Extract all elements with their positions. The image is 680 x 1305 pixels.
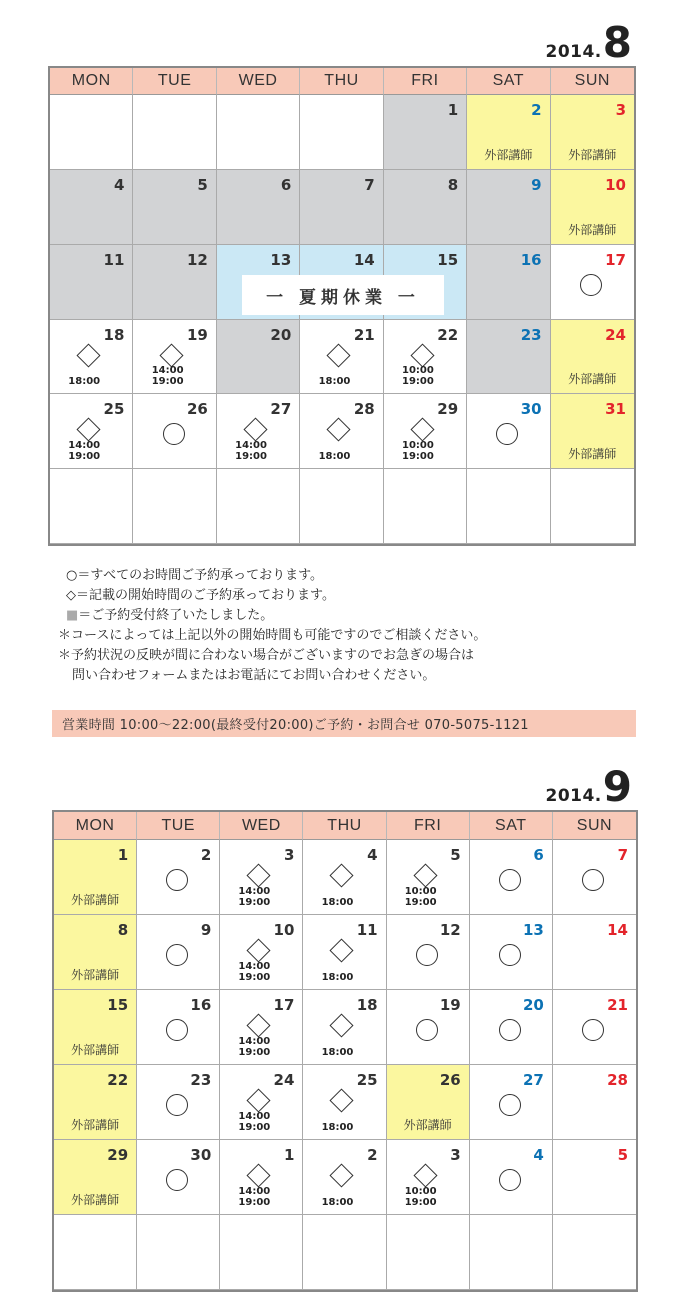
august-month: 8	[602, 18, 632, 67]
day-number: 5	[450, 846, 461, 864]
start-times: 18:00	[318, 376, 351, 388]
limited-diamond-icon	[410, 343, 434, 367]
available-circle-icon	[163, 423, 185, 445]
day-number: 5	[617, 1146, 628, 1164]
day-cell[interactable]	[387, 840, 470, 915]
day-header-sat: SAT	[467, 68, 550, 95]
day-number: 13	[270, 250, 292, 269]
external-lecturer-label: 外部講師	[71, 968, 120, 982]
external-lecturer-label: 外部講師	[403, 1118, 452, 1132]
day-number: 15	[107, 996, 129, 1014]
day-cell[interactable]	[470, 990, 553, 1065]
legend-square-icon: ■	[66, 608, 79, 623]
day-number: 14	[607, 921, 628, 939]
day-cell[interactable]	[470, 840, 553, 915]
limited-diamond-icon	[330, 938, 354, 962]
limited-diamond-icon	[247, 1013, 271, 1037]
start-times: 14:00 19:00	[238, 1186, 271, 1208]
day-cell	[303, 1215, 386, 1290]
day-cell	[220, 1215, 303, 1290]
limited-diamond-icon	[76, 343, 100, 367]
limited-diamond-icon	[413, 863, 437, 887]
day-cell[interactable]	[551, 394, 634, 469]
start-times: 10:00 19:00	[402, 440, 434, 463]
day-cell[interactable]	[137, 840, 220, 915]
limited-diamond-icon	[327, 418, 351, 442]
day-cell[interactable]	[467, 394, 550, 469]
day-cell[interactable]	[303, 990, 386, 1065]
day-cell	[217, 469, 300, 544]
day-number: 27	[522, 1071, 544, 1089]
legend-square-row	[58, 606, 486, 626]
external-lecturer-label: 外部講師	[568, 372, 617, 387]
day-cell[interactable]	[50, 170, 133, 245]
september-year: 2014.	[545, 786, 602, 806]
legend-circle: ○＝すべてのお時間ご予約承っております。	[66, 568, 324, 583]
day-cell[interactable]	[553, 990, 636, 1065]
day-cell[interactable]	[50, 394, 133, 469]
day-cell[interactable]	[467, 245, 550, 320]
day-cell[interactable]	[137, 1140, 220, 1215]
day-number: 16	[520, 250, 542, 269]
day-cell	[300, 95, 383, 170]
day-cell[interactable]	[217, 170, 300, 245]
september-heading	[545, 762, 632, 811]
legend-square-text: ＝ご予約受付終了いたしました。	[78, 608, 274, 623]
day-number: 1	[283, 1146, 295, 1164]
day-header-sun: SUN	[551, 68, 634, 95]
day-number: 23	[520, 325, 542, 344]
day-number: 20	[270, 325, 292, 344]
day-number: 2	[367, 1146, 378, 1164]
august-year: 2014.	[545, 42, 602, 62]
day-cell[interactable]	[384, 170, 467, 245]
start-times: 18:00	[68, 376, 101, 388]
day-cell[interactable]	[303, 915, 386, 990]
day-number: 27	[270, 400, 292, 419]
day-cell[interactable]	[387, 1140, 470, 1215]
start-times: 10:00 19:00	[402, 365, 434, 388]
day-number: 4	[113, 175, 125, 194]
day-cell[interactable]	[553, 1140, 636, 1215]
day-cell[interactable]	[387, 1065, 470, 1140]
day-cell[interactable]	[133, 394, 216, 469]
day-cell	[384, 469, 467, 544]
day-cell[interactable]	[551, 95, 634, 170]
day-number: 11	[356, 921, 378, 939]
start-times: 18:00	[321, 1197, 354, 1208]
day-cell[interactable]	[387, 915, 470, 990]
limited-diamond-icon	[247, 863, 271, 887]
day-number: 4	[533, 1146, 544, 1164]
day-cell[interactable]	[137, 915, 220, 990]
day-number: 3	[615, 101, 626, 119]
start-times: 18:00	[321, 1122, 354, 1133]
september-calendar	[52, 810, 638, 1292]
limited-diamond-icon	[327, 343, 351, 367]
day-header-sun: SUN	[553, 812, 636, 840]
august-heading	[545, 18, 632, 67]
day-number: 1	[447, 101, 459, 119]
day-number: 7	[617, 846, 628, 864]
day-number: 12	[186, 250, 208, 269]
day-cell	[133, 95, 216, 170]
limited-diamond-icon	[243, 418, 267, 442]
day-cell[interactable]	[551, 320, 634, 395]
limited-diamond-icon	[160, 343, 184, 367]
legend	[58, 566, 486, 686]
available-circle-icon	[499, 869, 521, 891]
day-number: 18	[356, 996, 378, 1014]
external-lecturer-label: 外部講師	[568, 447, 617, 462]
limited-diamond-icon	[247, 1163, 271, 1187]
day-number: 22	[437, 325, 459, 344]
day-number: 10	[605, 175, 626, 194]
limited-diamond-icon	[413, 1163, 437, 1187]
day-header-tue: TUE	[133, 68, 216, 95]
day-number: 6	[533, 846, 544, 864]
day-header-mon: MON	[50, 68, 133, 95]
day-number: 4	[367, 846, 378, 864]
day-number: 30	[190, 1146, 212, 1164]
day-cell	[470, 1215, 553, 1290]
day-number: 26	[439, 1071, 461, 1089]
day-number: 15	[437, 250, 459, 269]
start-times: 14:00 19:00	[238, 1036, 271, 1058]
day-number: 5	[197, 175, 208, 194]
available-circle-icon	[499, 1169, 521, 1191]
external-lecturer-label: 外部講師	[484, 147, 533, 162]
start-times: 14:00 19:00	[238, 886, 271, 908]
day-cell[interactable]	[384, 95, 467, 170]
day-cell	[553, 1215, 636, 1290]
start-times: 18:00	[321, 972, 354, 983]
day-number: 1	[117, 846, 129, 864]
day-cell	[387, 1215, 470, 1290]
external-lecturer-label: 外部講師	[568, 147, 617, 162]
day-cell[interactable]	[54, 1140, 137, 1215]
day-cell	[551, 469, 634, 544]
day-cell[interactable]	[133, 320, 216, 395]
day-cell	[467, 469, 550, 544]
day-number: 19	[439, 996, 461, 1014]
day-header-thu: THU	[303, 812, 386, 840]
august-calendar	[48, 66, 636, 546]
day-cell[interactable]	[137, 990, 220, 1065]
day-number: 3	[283, 846, 295, 864]
day-number: 7	[364, 175, 375, 194]
day-number: 28	[607, 1071, 628, 1089]
available-circle-icon	[166, 869, 188, 891]
day-number: 10	[273, 921, 295, 939]
day-number: 3	[450, 1146, 461, 1164]
day-cell[interactable]	[467, 95, 550, 170]
day-cell[interactable]	[217, 320, 300, 395]
day-number: 25	[103, 400, 125, 419]
external-lecturer-label: 外部講師	[71, 1043, 120, 1057]
day-cell[interactable]	[553, 1065, 636, 1140]
day-header-tue: TUE	[137, 812, 220, 840]
day-number: 20	[522, 996, 544, 1014]
day-cell	[300, 469, 383, 544]
day-cell[interactable]	[470, 1140, 553, 1215]
external-lecturer-label: 外部講師	[71, 1118, 120, 1132]
limited-diamond-icon	[330, 1013, 354, 1037]
day-cell[interactable]	[303, 1140, 386, 1215]
start-times: 14:00 19:00	[238, 1111, 271, 1133]
day-cell[interactable]	[551, 245, 634, 320]
day-header-mon: MON	[54, 812, 137, 840]
start-times: 14:00 19:00	[238, 961, 271, 983]
day-header-fri: FRI	[384, 68, 467, 95]
day-number: 18	[103, 325, 125, 344]
available-circle-icon	[416, 944, 438, 966]
limited-diamond-icon	[247, 938, 271, 962]
day-number: 29	[107, 1146, 129, 1164]
day-cell[interactable]	[54, 990, 137, 1065]
day-cell[interactable]	[220, 915, 303, 990]
day-cell[interactable]	[467, 170, 550, 245]
day-number: 2	[531, 101, 542, 119]
day-cell	[137, 1215, 220, 1290]
day-header-fri: FRI	[387, 812, 470, 840]
day-number: 11	[103, 250, 125, 269]
summer-holiday-banner: 一 夏期休業 一	[242, 275, 444, 315]
day-cell[interactable]	[300, 394, 383, 469]
day-cell[interactable]	[54, 840, 137, 915]
day-number: 28	[353, 400, 375, 419]
day-cell[interactable]	[553, 915, 636, 990]
day-number: 19	[186, 325, 208, 344]
day-cell[interactable]	[384, 394, 467, 469]
start-times: 14:00 19:00	[68, 440, 101, 463]
start-times: 10:00 19:00	[404, 1186, 437, 1208]
day-cell[interactable]	[303, 840, 386, 915]
day-header-wed: WED	[220, 812, 303, 840]
available-circle-icon	[582, 1019, 604, 1041]
day-number: 12	[439, 921, 461, 939]
day-number: 31	[605, 400, 626, 419]
day-header-wed: WED	[217, 68, 300, 95]
day-cell	[54, 1215, 137, 1290]
day-number: 30	[520, 400, 542, 419]
external-lecturer-label: 外部講師	[71, 893, 120, 907]
day-cell[interactable]	[220, 1140, 303, 1215]
note-1: ＊コースによっては上記以外の開始時間も可能ですのでご相談ください。	[58, 628, 487, 643]
day-cell[interactable]	[300, 320, 383, 395]
start-times: 18:00	[321, 1047, 354, 1058]
day-number: 17	[273, 996, 295, 1014]
day-cell[interactable]	[133, 170, 216, 245]
day-number: 17	[605, 250, 626, 269]
limited-diamond-icon	[76, 418, 100, 442]
available-circle-icon	[166, 1019, 188, 1041]
day-number: 23	[190, 1071, 212, 1089]
limited-diamond-icon	[410, 418, 434, 442]
day-cell[interactable]	[220, 990, 303, 1065]
day-number: 21	[607, 996, 628, 1014]
available-circle-icon	[499, 944, 521, 966]
available-circle-icon	[166, 944, 188, 966]
day-number: 29	[437, 400, 459, 419]
day-number: 9	[200, 921, 212, 939]
available-circle-icon	[582, 869, 604, 891]
day-cell[interactable]	[50, 245, 133, 320]
day-number: 2	[200, 846, 212, 864]
start-times: 18:00	[321, 897, 354, 908]
start-times: 14:00 19:00	[235, 440, 267, 463]
day-header-sat: SAT	[470, 812, 553, 840]
available-circle-icon	[166, 1169, 188, 1191]
day-number: 6	[280, 175, 292, 194]
day-cell[interactable]	[50, 320, 133, 395]
note-2: ＊予約状況の反映が間に合わない場合がございますのでお急ぎの場合は	[58, 648, 475, 663]
legend-diamond: ◇＝記載の開始時間のご予約承っております。	[66, 588, 335, 603]
day-number: 24	[605, 325, 626, 344]
external-lecturer-label: 外部講師	[568, 222, 617, 237]
start-times: 10:00 19:00	[404, 886, 437, 908]
limited-diamond-icon	[330, 1088, 354, 1112]
available-circle-icon	[499, 1019, 521, 1041]
day-cell	[50, 95, 133, 170]
day-number: 26	[186, 400, 208, 419]
day-cell[interactable]	[384, 320, 467, 395]
day-number: 22	[107, 1071, 129, 1089]
day-number: 8	[117, 921, 129, 939]
day-cell[interactable]	[54, 1065, 137, 1140]
day-cell[interactable]	[470, 1065, 553, 1140]
day-number: 21	[353, 325, 375, 344]
day-number: 25	[356, 1071, 378, 1089]
day-cell[interactable]	[387, 990, 470, 1065]
day-cell[interactable]	[467, 320, 550, 395]
september-month: 9	[602, 762, 632, 811]
day-cell[interactable]	[220, 840, 303, 915]
limited-diamond-icon	[247, 1088, 271, 1112]
available-circle-icon	[496, 423, 518, 445]
day-cell[interactable]	[220, 1065, 303, 1140]
day-number: 8	[447, 175, 459, 194]
limited-diamond-icon	[330, 1163, 354, 1187]
day-cell[interactable]	[133, 245, 216, 320]
limited-diamond-icon	[330, 863, 354, 887]
day-cell	[50, 469, 133, 544]
day-cell	[217, 95, 300, 170]
available-circle-icon	[166, 1094, 188, 1116]
day-cell[interactable]	[303, 1065, 386, 1140]
day-cell[interactable]	[470, 915, 553, 990]
day-cell[interactable]	[137, 1065, 220, 1140]
note-3: 問い合わせフォームまたはお電話にてお問い合わせください。	[72, 668, 436, 683]
available-circle-icon	[416, 1019, 438, 1041]
day-cell[interactable]	[300, 170, 383, 245]
day-number: 16	[190, 996, 212, 1014]
day-number: 9	[531, 175, 542, 194]
day-cell[interactable]	[54, 915, 137, 990]
day-number: 13	[522, 921, 544, 939]
start-times: 18:00	[318, 451, 351, 463]
day-cell[interactable]	[551, 170, 634, 245]
start-times: 14:00 19:00	[151, 365, 184, 388]
available-circle-icon	[580, 274, 602, 296]
day-header-thu: THU	[300, 68, 383, 95]
available-circle-icon	[499, 1094, 521, 1116]
day-cell[interactable]	[553, 840, 636, 915]
day-number: 14	[353, 250, 375, 269]
business-hours-bar: 営業時間 10:00〜22:00(最終受付20:00)ご予約・お問合せ 070-5075-1121	[52, 710, 636, 737]
day-number: 24	[273, 1071, 295, 1089]
day-cell	[133, 469, 216, 544]
external-lecturer-label: 外部講師	[71, 1193, 120, 1207]
day-cell[interactable]	[217, 394, 300, 469]
